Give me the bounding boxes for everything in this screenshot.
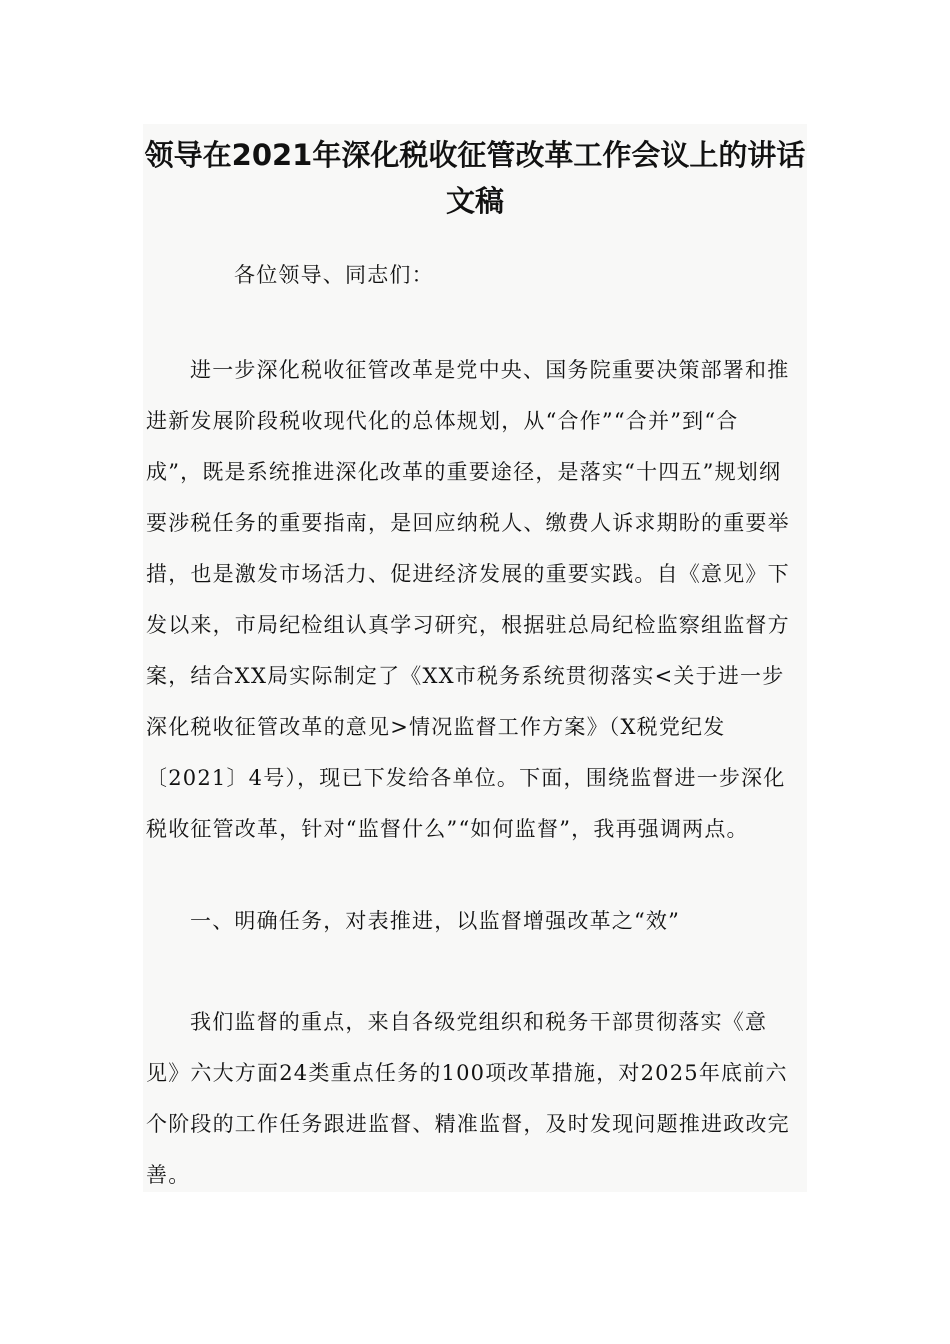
section-heading-1: 一、明确任务，对表推进，以监督增强改革之“效” <box>190 909 681 933</box>
paragraph-intro: 进一步深化税收征管改革是党中央、国务院重要决策部署和推进新发展阶段税收现代化的总体规划，从“合作”“合并”到“合成”，既是系统推进深化改革的重要途径，是落实“十四五”规划纲要涉税任务的重要指南，是回应纳税人、缴费人诉求期盼的重要举措，也是激发市场活力、促进经济发展的重要实践。自《意见》下发以来，市局纪检组认真学习研究，根据驻总局纪检监察组监督方案，结合XX局实际制定了《XX市税务系统贯彻落实<关于进一步深化税收征管改革的意见>情况监督工作方案》（X税党纪发〔2021〕4号），现已下发给各单位。下面，围绕监督进一步深化税收征管改革，针对“监督什么”“如何监督”，我再强调两点。 <box>146 358 790 841</box>
greeting: 各位领导、同志们： <box>234 263 434 287</box>
document-title-line-1: 领导在2021年深化税收征管改革工作会议上的讲话 <box>144 138 806 172</box>
paragraph-section-1: 我们监督的重点，来自各级党组织和税务干部贯彻落实《意见》六大方面24类重点任务的100项改革措施，对2025年底前六个阶段的工作任务跟进监督、精准监督，及时发现问题推进政改完善。 <box>146 1010 790 1187</box>
document-title-line-2: 文稿 <box>445 184 504 218</box>
